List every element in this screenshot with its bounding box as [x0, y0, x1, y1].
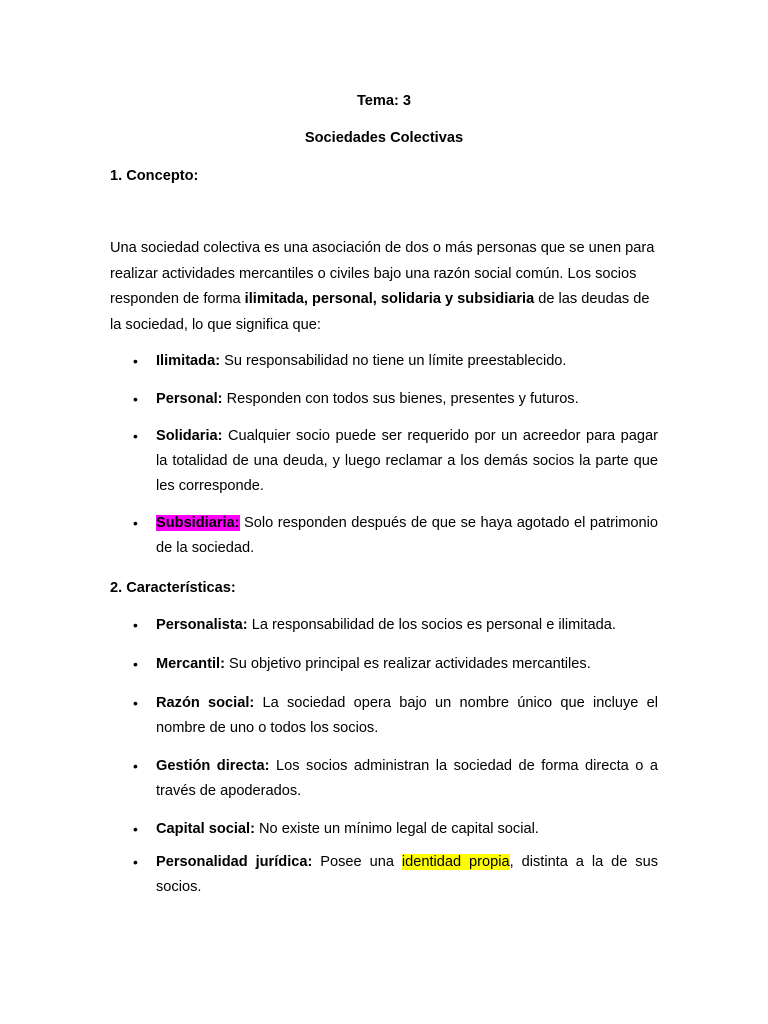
intro-paragraph — [110, 236, 658, 338]
list-item — [110, 850, 658, 900]
bullet-icon: • — [133, 656, 138, 672]
item-text: La sociedad opera bajo un nombre único que incluye el nombre de uno o todos los socios. — [156, 695, 658, 736]
item-text: Los socios administran la sociedad de forma directa o a través de apoderados. — [156, 758, 658, 799]
item-term: Mercantil: — [156, 656, 225, 672]
intro-text-2: de las deudas de la sociedad, lo que significa que: — [110, 291, 650, 333]
list-item — [110, 613, 658, 638]
item-term: Personal: — [156, 391, 223, 407]
intro-bold-text: ilimitada, personal, solidaria y subsidiaria — [244, 291, 535, 307]
list-item — [110, 349, 658, 374]
list-item — [110, 387, 658, 412]
highlighted-text: identidad propia — [401, 854, 510, 870]
intro-text-1: Una sociedad colectiva es una asociación de dos o más personas que se unen para realizar actividades mercantiles o civiles bajo una razón social común. Los socios responden de forma — [110, 240, 655, 307]
item-text: Su objetivo principal es realizar actividades mercantiles. — [224, 656, 591, 672]
list-item — [110, 652, 658, 677]
section-heading-concepto: 1. Concepto: — [110, 168, 199, 184]
item-term: Capital social: — [156, 821, 255, 837]
bullet-icon: • — [133, 821, 138, 837]
bullet-icon: • — [133, 428, 138, 444]
list-item — [110, 511, 658, 561]
item-term: Gestión directa: — [156, 758, 270, 774]
list-item — [110, 424, 658, 499]
topic-number: Tema: 3 — [356, 93, 412, 109]
bullet-icon: • — [133, 695, 138, 711]
item-term: Personalidad jurídica: — [156, 854, 313, 870]
item-term: Razón social: — [156, 695, 255, 711]
list-item — [110, 817, 658, 842]
item-text: Cualquier socio puede ser requerido por un acreedor para pagar la totalidad de una deuda, y luego reclamar a los demás socios la parte que les corresponde. — [156, 428, 658, 494]
item-term: Solidaria: — [156, 428, 223, 444]
section-heading-caracteristicas: 2. Características: — [110, 580, 236, 596]
bullet-icon: • — [133, 391, 138, 407]
item-text: Su responsabilidad no tiene un límite preestablecido. — [220, 353, 567, 369]
bullet-icon: • — [133, 353, 138, 369]
item-text: Responden con todos sus bienes, presentes y futuros. — [222, 391, 579, 407]
list-item — [110, 691, 658, 741]
item-text: La responsabilidad de los socios es personal e ilimitada. — [247, 617, 616, 633]
item-term: Ilimitada: — [156, 353, 221, 369]
bullet-icon: • — [133, 758, 138, 774]
item-text: Solo responden después de que se haya agotado el patrimonio de la sociedad. — [156, 515, 658, 556]
concept-list — [110, 349, 658, 561]
item-text: Posee una — [312, 854, 402, 870]
item-text: , distinta a la de sus socios. — [156, 854, 658, 895]
page-title: Sociedades Colectivas — [304, 130, 464, 146]
bullet-icon: • — [133, 617, 138, 633]
bullet-icon: • — [133, 515, 138, 531]
bullet-icon: • — [133, 854, 138, 870]
characteristics-list — [110, 613, 658, 900]
item-term-highlighted: Subsidiaria: — [156, 515, 240, 531]
list-item — [110, 754, 658, 804]
item-text: No existe un mínimo legal de capital social. — [254, 821, 539, 837]
item-term: Personalista: — [156, 617, 248, 633]
